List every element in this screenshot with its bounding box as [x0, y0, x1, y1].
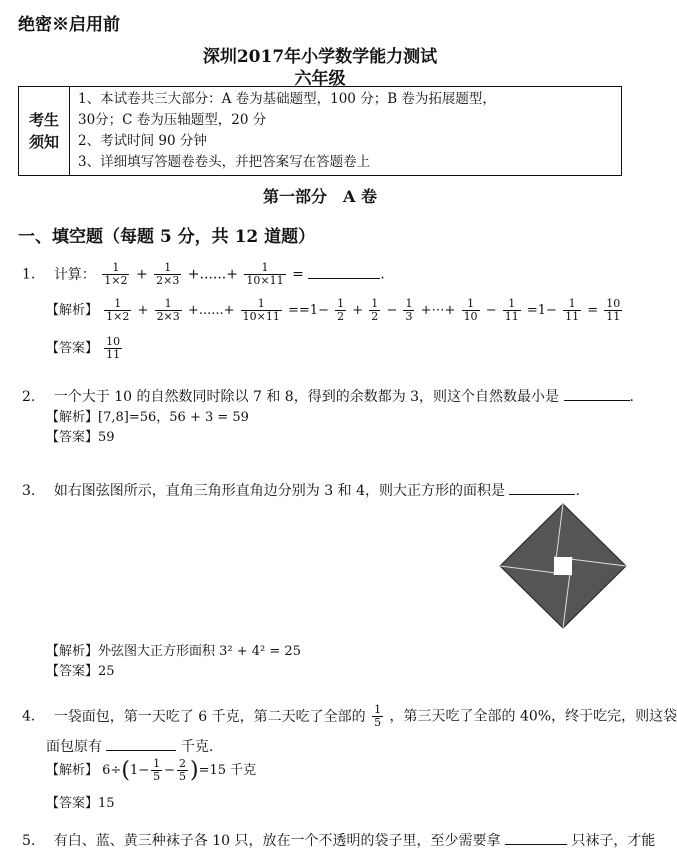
- period: .: [575, 483, 580, 499]
- part-heading: 第一部分 A 卷: [263, 187, 377, 206]
- notice-content: [70, 87, 622, 176]
- answer-text: 59: [98, 430, 115, 445]
- notice-line: 3、详细填写答题卷卷头，并把答案写在答题卷上: [78, 154, 371, 170]
- fraction: $\frac{1}{1\times 2}$: [104, 261, 128, 287]
- question-number: 5.: [22, 833, 36, 849]
- fraction: $\frac{1}{11}$: [504, 297, 519, 323]
- question-number: 1.: [22, 266, 36, 283]
- question-3: [22, 480, 580, 500]
- notice-line: 30分；C 卷为压轴题型，20 分: [78, 112, 267, 128]
- fraction: $\frac{1}{2}$: [371, 297, 379, 323]
- operator: +......+: [187, 266, 238, 283]
- answer-1: [46, 336, 124, 361]
- question-number: 4.: [22, 708, 36, 725]
- notice-line: 1、本试卷共三大部分：A 卷为基础题型，100 分；B 卷为拓展题型，: [78, 91, 496, 107]
- paren: ): [190, 758, 199, 783]
- analysis-2: [46, 406, 249, 425]
- answer-text: 15: [98, 796, 115, 811]
- question-number: 2.: [22, 389, 36, 405]
- period: .: [380, 266, 385, 283]
- question-text: ，第三天吃了全部的 40%，终于吃完，则这袋: [389, 708, 677, 725]
- operator: ==1−: [288, 303, 329, 318]
- answer-3: [46, 660, 115, 679]
- analysis-label: 【解析】: [46, 644, 99, 659]
- analysis-text: 外弦图大正方形面积 3² + 4² = 25: [98, 644, 301, 659]
- question-4-line2: [46, 736, 213, 756]
- answer-label: 【答案】: [46, 430, 99, 445]
- period: .: [629, 389, 634, 405]
- answer-blank: [505, 832, 567, 845]
- question-text: 一袋面包，第一天吃了 6 千克，第二天吃了全部的: [53, 708, 366, 725]
- center-square: [554, 557, 572, 575]
- operator: +......+: [187, 303, 235, 318]
- question-text: 面包原有: [46, 739, 102, 755]
- fraction: $\frac{1}{5}$: [374, 703, 382, 729]
- page-title: 深圳2017年小学数学能力测试: [202, 47, 438, 67]
- operator: =: [292, 266, 304, 283]
- question-5: [22, 830, 655, 850]
- fraction: $\frac{1}{3}$: [405, 297, 413, 323]
- operator: +: [352, 303, 364, 318]
- answer-label: 【答案】: [46, 664, 99, 679]
- notice-line: 2、考试时间 90 分钟: [78, 133, 207, 149]
- fraction: $\frac{1}{2}$: [337, 297, 345, 323]
- analysis-text: −: [164, 763, 175, 778]
- fraction: $\frac{2}{5}$: [179, 757, 186, 783]
- answer-blank: [564, 388, 630, 401]
- answer-label: 【答案】: [46, 341, 99, 356]
- notice-table: [18, 86, 622, 176]
- fraction: $\frac{1}{1\times 2}$: [106, 297, 130, 323]
- analysis-label: 【解析】: [46, 410, 99, 425]
- analysis-text: 6÷: [102, 763, 122, 778]
- answer-2: [46, 426, 115, 445]
- operator: −: [386, 303, 398, 318]
- fraction: $\frac{1}{11}$: [565, 297, 580, 323]
- fraction: $\frac{1}{5}$: [153, 757, 161, 783]
- answer-label: 【答案】: [46, 796, 99, 811]
- analysis-label: 【解析】: [46, 763, 99, 778]
- operator: =: [587, 303, 599, 318]
- analysis-4: [46, 758, 256, 783]
- fraction: $\frac{1}{10\times 11}$: [246, 261, 284, 287]
- answer-4: [46, 792, 115, 811]
- answer-blank: [106, 738, 176, 751]
- answer-text: 25: [98, 664, 115, 679]
- fraction: $\frac{1}{10\times 11}$: [242, 297, 280, 323]
- fraction: $\frac{10}{11}$: [606, 297, 621, 323]
- operator: =1−: [526, 303, 557, 318]
- fraction: $\frac{1}{10}$: [463, 297, 478, 323]
- analysis-text: [7,8]=56，56 + 3 = 59: [98, 410, 249, 425]
- question-text: 如右图弦图所示，直角三角形直角边分别为 3 和 4，则大正方形的面积是: [53, 483, 505, 499]
- question-text: 有白、蓝、黄三种袜子各 10 只，放在一个不透明的袋子里，至少需要拿: [53, 833, 501, 849]
- answer-blank: [308, 266, 380, 279]
- question-text: 一个大于 10 的自然数同时除以 7 和 8，得到的余数都为 3，则这个自然数最小是: [53, 389, 560, 405]
- paren: (: [121, 758, 130, 783]
- question-2: [22, 386, 634, 406]
- question-number: 3.: [22, 483, 36, 499]
- question-text: 千克.: [180, 739, 214, 755]
- grade-label: 六年级: [294, 69, 346, 89]
- confidential-label: 绝密※启用前: [18, 15, 120, 35]
- answer-blank: [509, 482, 575, 495]
- analysis-text: 1−: [129, 763, 150, 778]
- analysis-label: 【解析】: [46, 303, 99, 318]
- analysis-text: =15 千克: [198, 763, 257, 778]
- question-text: 计算：: [53, 266, 96, 283]
- question-1: [22, 262, 385, 287]
- notice-header: 考生须知: [19, 87, 70, 176]
- operator: +: [135, 266, 148, 283]
- fraction: $\frac{1}{2\times 3}$: [156, 261, 180, 287]
- question-text: 只袜子，才能: [571, 833, 656, 849]
- fraction: $\frac{10}{11}$: [106, 335, 121, 361]
- operator: +⋯+: [420, 303, 456, 318]
- analysis-3: [46, 640, 301, 659]
- operator: −: [485, 303, 497, 318]
- pinwheel-diagram: [500, 504, 630, 628]
- analysis-1: [46, 298, 624, 323]
- question-4: [22, 704, 677, 729]
- section-heading: 一、填空题（每题 5 分，共 12 道题）: [18, 227, 316, 247]
- operator: +: [137, 303, 149, 318]
- fraction: $\frac{1}{2\times 3}$: [156, 297, 180, 323]
